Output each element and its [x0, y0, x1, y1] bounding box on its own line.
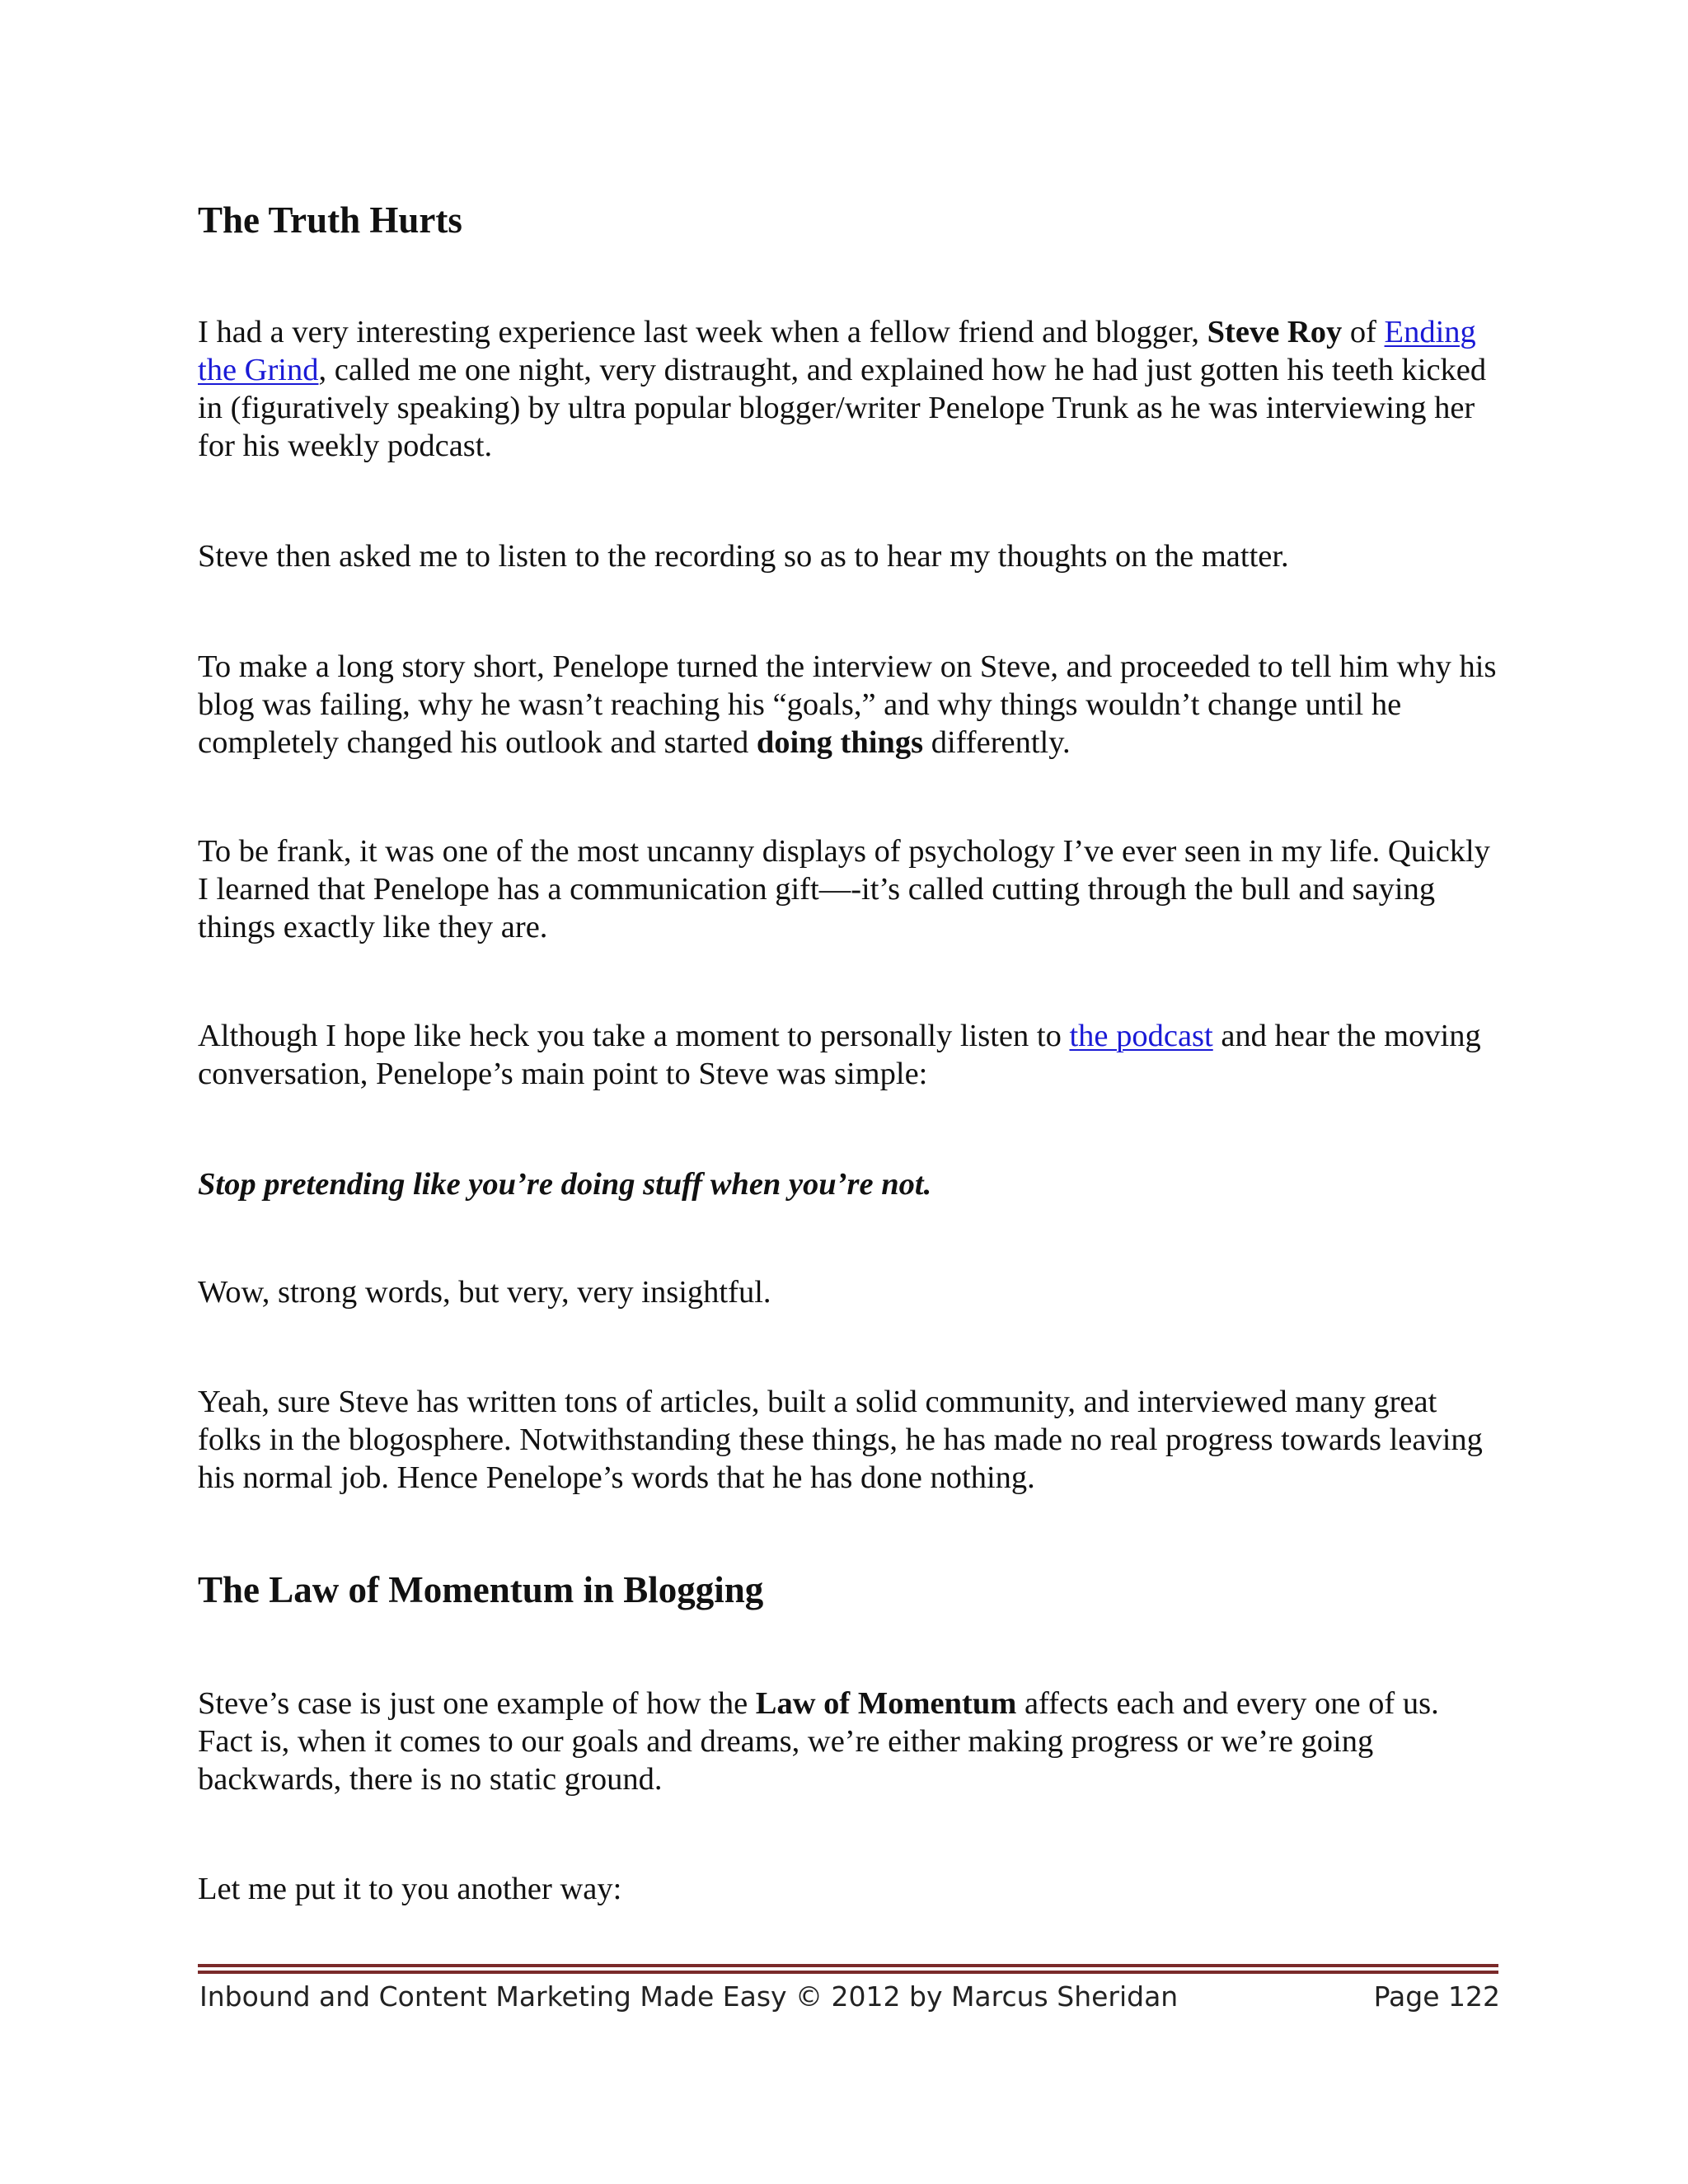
paragraph-1	[198, 313, 1500, 465]
paragraph-1-text-c: , called me one night, very distraught, and explained how he had just gotten his teeth kicked in (figuratively speaking) by ultra popular blogger/writer Penelope Trunk as he was interviewing her for his weekly podcast.	[198, 353, 1487, 463]
heading-the-truth-hurts: The Truth Hurts	[198, 199, 462, 241]
law-of-momentum-bold: Law of Momentum	[755, 1686, 1017, 1721]
paragraph-1-text-a: I had a very interesting experience last week when a fellow friend and blogger,	[198, 315, 1207, 349]
ending-the-grind-link[interactable]: Ending the Grind	[198, 315, 1476, 387]
paragraph-5	[198, 1017, 1500, 1093]
quote-line: Stop pretending like you’re doing stuff when you’re not.	[198, 1167, 932, 1202]
paragraph-9: Let me put it to you another way:	[198, 1872, 622, 1906]
footer-copyright: Inbound and Content Marketing Made Easy © 2012 by Marcus Sheridan	[199, 1980, 1179, 2013]
heading-law-of-momentum: The Law of Momentum in Blogging	[198, 1569, 764, 1610]
paragraph-8-text-b: affects each and every one of us. Fact is, when it comes to our goals and dreams, we’re either making progress or we’re going backwards, there is no static ground.	[198, 1686, 1439, 1797]
the-podcast-link[interactable]: the podcast	[1069, 1019, 1213, 1053]
footer-divider-top	[198, 1964, 1498, 1967]
steve-roy-bold: Steve Roy	[1207, 315, 1343, 349]
paragraph-2: Steve then asked me to listen to the recording so as to hear my thoughts on the matter.	[198, 539, 1289, 574]
paragraph-4: To be frank, it was one of the most uncanny displays of psychology I’ve ever seen in my life. Quickly I learned that Penelope has a communication gift—-it’s called cutting through the bull and saying things exactly like they are.	[198, 834, 1490, 944]
paragraph-3	[198, 648, 1500, 762]
footer-divider-bottom	[198, 1971, 1498, 1974]
paragraph-7: Yeah, sure Steve has written tons of articles, built a solid community, and interviewed many great folks in the blogosphere. Notwithstanding these things, he has made no real progress towards leaving his normal job. Hence Penelope’s words that he has done nothing.	[198, 1385, 1483, 1495]
paragraph-5-text-a: Although I hope like heck you take a moment to personally listen to	[198, 1019, 1070, 1053]
paragraph-3-text-b: differently.	[923, 725, 1071, 760]
paragraph-3-text-a: To make a long story short, Penelope turned the interview on Steve, and proceeded to tell him why his blog was failing, why he wasn’t reaching his “goals,” and why things wouldn’t change until he completely changed his outlook and started	[198, 649, 1497, 760]
doing-things-bold: doing things	[756, 725, 924, 760]
paragraph-8-text-a: Steve’s case is just one example of how the	[198, 1686, 756, 1721]
footer-page-number: Page 122	[1373, 1980, 1500, 2013]
paragraph-1-text-b: of	[1342, 315, 1385, 349]
paragraph-6: Wow, strong words, but very, very insightful.	[198, 1275, 771, 1310]
paragraph-5-text-b: and hear the moving conversation, Penelope’s main point to Steve was simple:	[198, 1019, 1481, 1091]
paragraph-8	[198, 1685, 1500, 1798]
document-page	[198, 0, 1500, 2184]
